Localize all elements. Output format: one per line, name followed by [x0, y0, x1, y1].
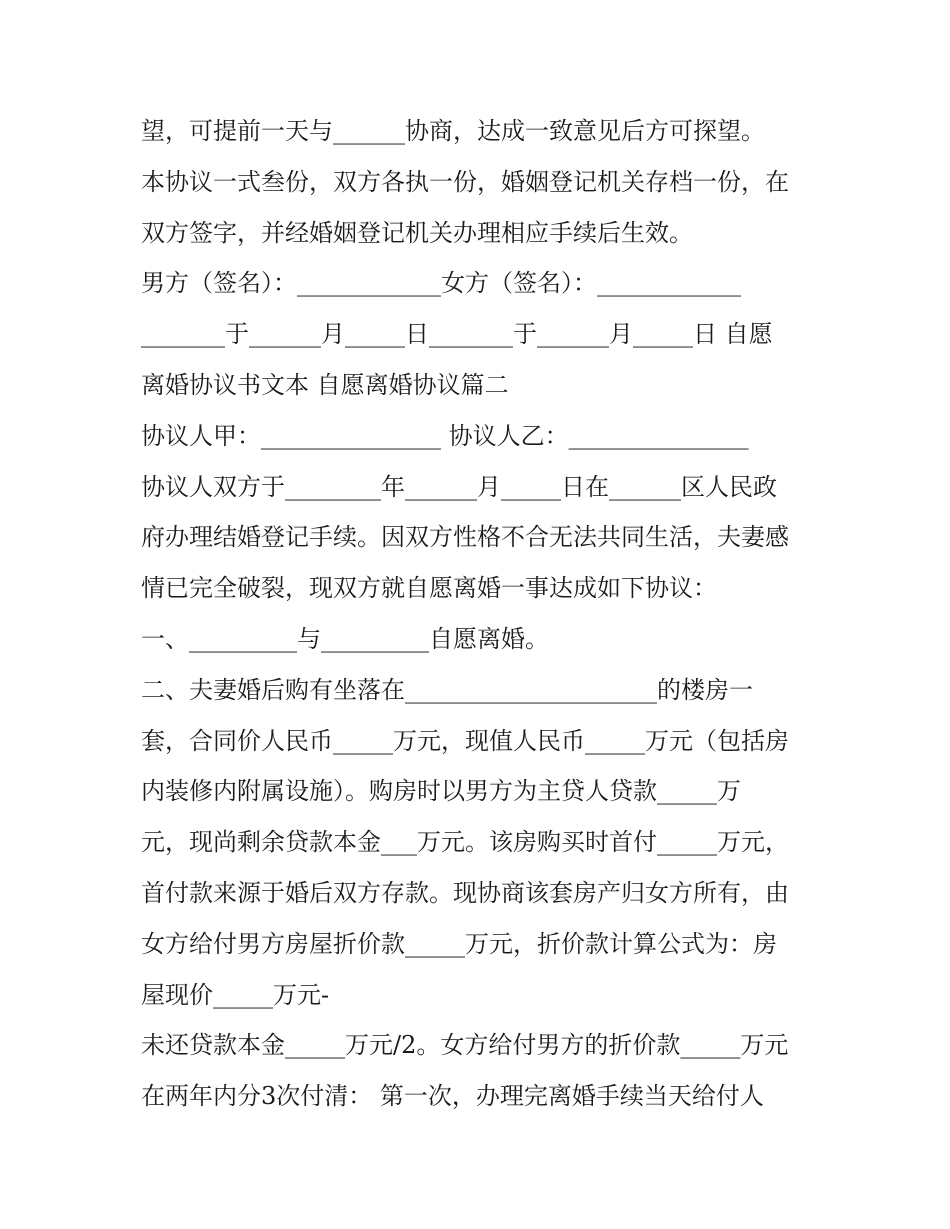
parties-line: 协议人甲：_______________ 协议人乙：_______________ — [141, 421, 749, 450]
agreement-text — [141, 106, 831, 1122]
text-line-3: 双方签字，并经婚姻登记机关办理相应手续后生效。 — [141, 218, 693, 247]
clause-2-line-2: 套，合同价人民币_____万元，现值人民币_____万元（包括房 — [141, 726, 789, 755]
clause-2-line-5: 首付款来源于婚后双方存款。现协商该套房产归女方所有，由 — [141, 878, 789, 907]
clause-2-line-9: 在两年内分3次付清： 第一次，办理完离婚手续当天给付人 — [141, 1082, 764, 1111]
text-line-8: 协议人双方于________年______月_____日在______区人民政 — [141, 472, 777, 501]
clause-1: 一、_________与_________自愿离婚。 — [141, 624, 549, 653]
date-line: _______于______月_____日_______于______月_____日 自愿 — [141, 320, 773, 349]
section-heading: 离婚协议书文本 自愿离婚协议篇二 — [141, 370, 509, 399]
text-line-10: 情已完全破裂，现双方就自愿离婚一事达成如下协议： — [141, 574, 717, 603]
text-line-1: 望，可提前一天与______协商，达成一致意见后方可探望。 — [141, 117, 765, 145]
signature-line: 男方（签名）：____________女方（签名）：____________ — [141, 269, 741, 298]
text-line-2: 本协议一式叁份，双方各执一份，婚姻登记机关存档一份，在 — [141, 167, 789, 196]
clause-2-line-1: 二、夫妻婚后购有坐落在_____________________的楼房一 — [141, 675, 753, 704]
text-line-9: 府办理结婚登记手续。因双方性格不合无法共同生活，夫妻感 — [141, 523, 789, 552]
clause-2-line-7: 屋现价_____万元- — [141, 980, 330, 1009]
clause-2-line-4: 元，现尚剩余贷款本金___万元。该房购买时首付_____万元， — [141, 828, 789, 857]
clause-2-line-8: 未还贷款本金_____万元/2。女方给付男方的折价款_____万元 — [141, 1031, 789, 1060]
clause-2-line-3: 内装修内附属设施）。购房时以男方为主贷人贷款_____万 — [141, 777, 741, 806]
clause-2-line-6: 女方给付男方房屋折价款_____万元，折价款计算公式为：房 — [141, 929, 777, 958]
